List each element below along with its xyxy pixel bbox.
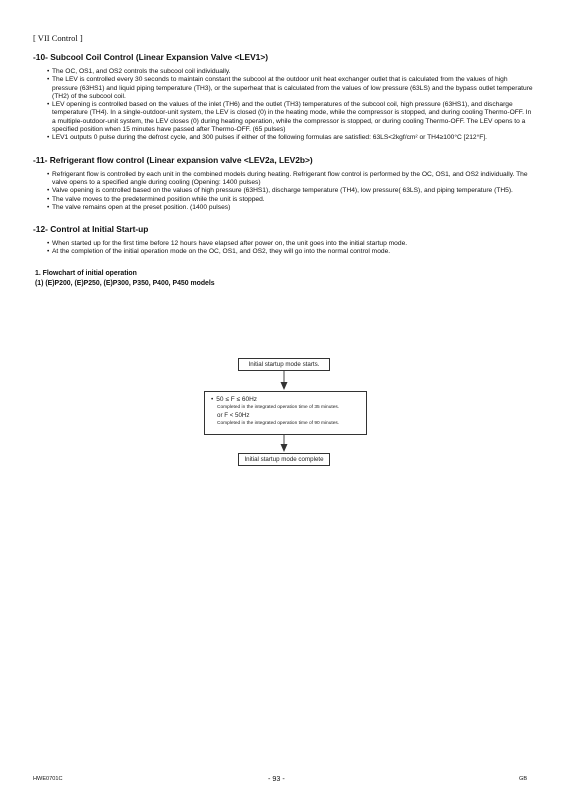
condition-2: or F < 50Hz [217,412,250,419]
list-item: • The valve remains open at the preset position. (1400 pulses) [47,204,533,212]
bullet-list [47,240,533,257]
models-heading: (1) (E)P200, (E)P250, (E)P300, P350, P400, P450 models [35,279,215,287]
section-title: -10- Subcool Coil Control (Linear Expansion Valve <LEV1>) [33,52,269,62]
condition-1: 50 ≤ F ≤ 60Hz [216,396,258,403]
section-subcool-coil [33,52,533,143]
bullet-list [47,171,533,212]
list-item: • The valve moves to the predetermined position while the unit is stopped. [47,196,533,204]
section-initial-startup [33,224,533,257]
list-item: • Valve opening is controlled based on the values of high pressure (63HS1), discharge temperature (TH4), low pressure( 63LS), and piping temperature (TH5). [47,187,533,195]
condition-1-note: Completed in the integrated operation time of 35 minutes. [217,405,340,410]
list-item: • LEV1 outputs 0 pulse during the defrost cycle, and 300 pulses if either of the following formulas are satisfied: 63LS<2kgf/cm² or TH4≥100°C [212°F]. [47,134,533,142]
region-code: GB [519,776,528,782]
condition-2-note: Completed in the integrated operation time of 90 minutes. [217,421,340,426]
flowchart-start-box: Initial startup mode starts. [238,358,330,371]
list-item: • The LEV is controlled every 30 seconds to maintain constant the subcool at the outdoor unit heat exchanger outlet that is calculated from the values of high pressure (63HS1) and liquid piping temperature (TH3), or the superheat that is calculated from the values of low pressure (63LS) and the bypass outlet temperature (TH2) of the subcool coil. [47,76,533,101]
flowchart-heading: 1. Flowchart of initial operation [35,269,137,277]
bullet-icon: • [211,396,214,403]
bullet-list [47,68,533,143]
list-item: • Refrigerant flow is controlled by each unit in the combined models during heating. Refrigerant flow control is performed by the OC, OS1, and OS2 individually. The valve opens to a specified angle during cooling (Opening: 1400 pulses) [47,171,533,188]
section-title: -12- Control at Initial Start-up [33,224,149,235]
list-item: • At the completion of the initial operation mode on the OC, OS1, and OS2, they will go into the normal control mode. [47,248,533,256]
list-item: • The OC, OS1, and OS2 controls the subcool coil individually. [47,68,533,76]
document-body [33,52,533,289]
flowchart-condition-box [204,391,367,435]
page-header: [ VII Control ] [33,33,83,43]
document-code: HWE0701C [33,776,63,782]
list-item: • LEV opening is controlled based on the values of the inlet (TH6) and the outlet (TH3) temperatures of the subcool coil, high pressure (63HS1), and discharge temperature (TH4). In a single-outdoor-unit system, the LEV is closed (0) in the heating mode, while the compressor is stopped, and during cooling Thermo-OFF. In a multiple-outdoor-unit system, the LEV closes (0) during heating operation, while the compressor is stopped, or during cooling Thermo-OFF. The LEV opens to a specified position when 15 minutes have passed after Thermo-OFF. (65 pulses) [47,101,533,134]
section-refrigerant-flow [33,155,533,212]
flowchart-end-box: Initial startup mode complete [238,453,330,466]
list-item: • When started up for the first time before 12 hours have elapsed after power on, the unit goes into the initial startup mode. [47,240,533,248]
page-number: - 93 - [268,774,285,783]
section-title: -11- Refrigerant flow control (Linear expansion valve <LEV2a, LEV2b>) [33,154,313,165]
